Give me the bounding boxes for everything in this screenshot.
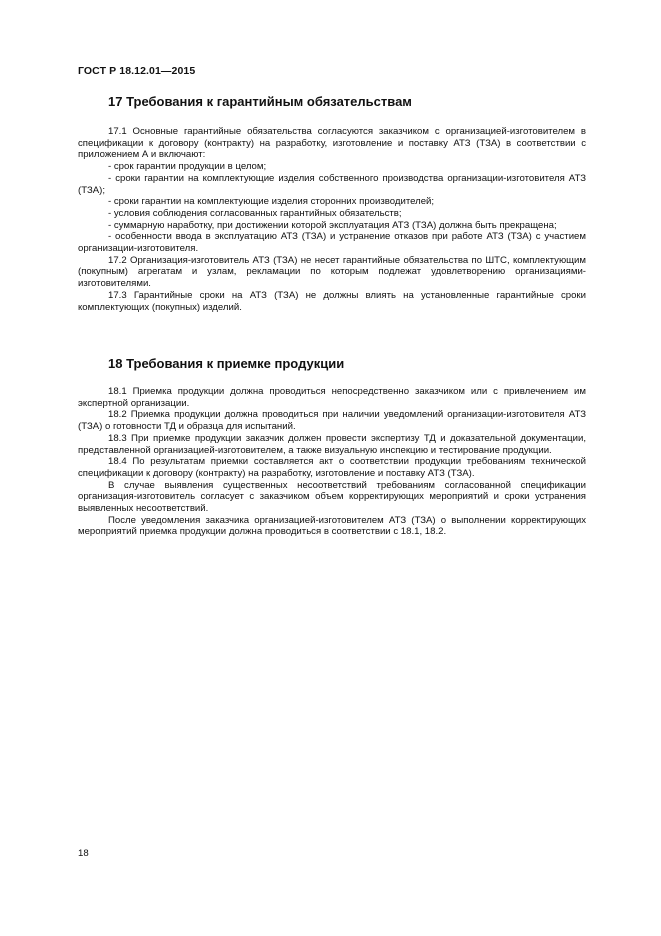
paragraph-17-2: 17.2 Организация-изготовитель АТЗ (ТЗА) не несет гарантийные обязательства по ШТС, комплектующим (покупным) агрегатам и узлам, рекламации по которым подлежат удовлетворению организациями-изготовителями.	[78, 254, 586, 290]
list-item: - особенности ввода в эксплуатацию АТЗ (ТЗА) и устранение отказов при работе АТЗ (ТЗА) с участием организации-изготовителя.	[78, 231, 586, 255]
list-item: - сроки гарантии на комплектующие изделия собственного производства организации-изготовителя АТЗ (ТЗА);	[78, 172, 586, 196]
list-item: - срок гарантии продукции в целом;	[108, 161, 267, 173]
list-item: - суммарную наработку, при достижении которой эксплуатация АТЗ (ТЗА) должна быть прекращена;	[108, 219, 557, 231]
section-17-title: 17 Требования к гарантийным обязательствам	[108, 94, 412, 109]
paragraph-17-3: 17.3 Гарантийные сроки на АТЗ (ТЗА) не должны влиять на установленные гарантийные сроки комплектующих (покупных) изделий.	[78, 289, 586, 313]
paragraph-18-2: 18.2 Приемка продукции должна проводиться при наличии уведомлений организации-изготовителя АТЗ (ТЗА) о готовности ТД и образца для испытаний.	[78, 409, 586, 433]
paragraph-18-3: 18.3 При приемке продукции заказчик должен провести экспертизу ТД и доказательной документации, представленной организацией-изготовителем, а также визуальную инспекцию и тестирование продукции.	[78, 432, 586, 456]
paragraph-18-4: 18.4 По результатам приемки составляется акт о соответствии продукции требованиям технической спецификации к договору (контракту) на разработку, изготовление и поставку АТЗ (ТЗА).	[78, 456, 586, 479]
list-item: - условия соблюдения согласованных гарантийных обязательств;	[108, 207, 402, 219]
page-number: 18	[78, 848, 89, 859]
section-18-title: 18 Требования к приемке продукции	[108, 356, 345, 371]
section-17-body	[78, 126, 586, 313]
paragraph-17-1: 17.1 Основные гарантийные обязательства согласуются заказчиком с организацией-изготовителем в спецификации к договору (контракту) на разработку, изготовление и поставку АТЗ (ТЗА) в соответствии с приложением А и включают:	[78, 126, 586, 161]
document-code-header: ГОСТ Р 18.12.01—2015	[78, 65, 196, 77]
list-item: - сроки гарантии на комплектующие изделия сторонних производителей;	[108, 196, 435, 208]
paragraph-corrective-actions: После уведомления заказчика организацией-изготовителем АТЗ (ТЗА) о выполнении корректирующих мероприятий приемка продукции должна проводиться в соответствии с 18.1, 18.2.	[78, 514, 586, 538]
paragraph-18-1: 18.1 Приемка продукции должна проводиться непосредственно заказчиком или с привлечением им экспертной организации.	[78, 386, 586, 409]
section-18-body	[78, 386, 586, 538]
paragraph-nonconformities: В случае выявления существенных несоответствий требованиям согласованной спецификации организация-изготовитель согласует с заказчиком объем корректирующих мероприятий и сроки устранения выявленных несоответствий.	[78, 479, 586, 515]
